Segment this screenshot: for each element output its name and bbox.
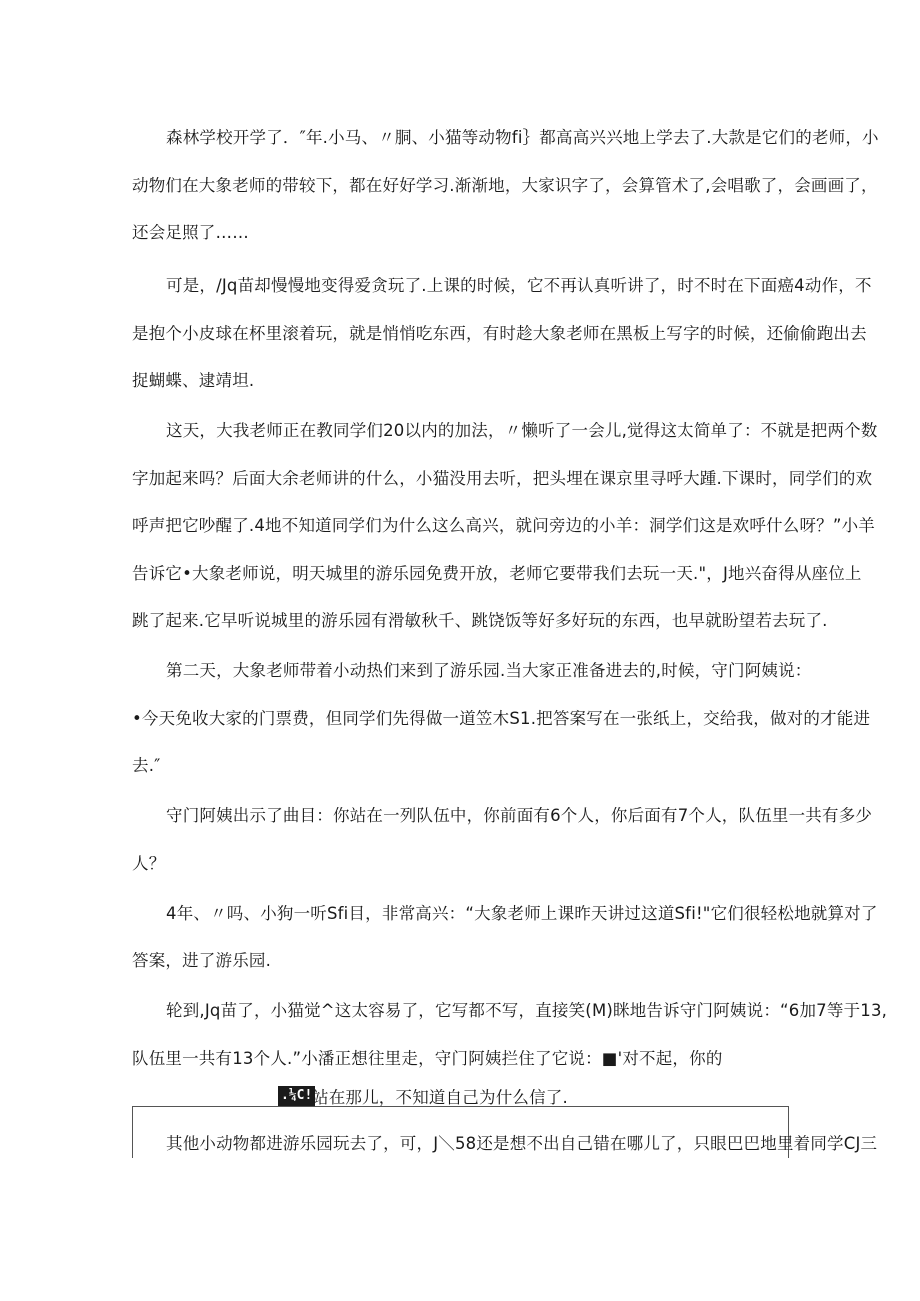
text-line: 是抱个小皮球在杯里滚着玩，就是悄悄吃东西，有时趁大象老师在黑板上写字的时候，还偷偷跑出去: [132, 324, 867, 343]
redaction-stamp: .¼C!: [278, 1086, 315, 1106]
text-line: 答案，进了游乐园.: [132, 951, 272, 970]
text-line: 轮到,Jq苗了，小猫觉^这太容易了，它写都不写，直接笑(M)眯地告诉守门阿姨说：“6加7等于13,: [166, 1001, 888, 1020]
text-line: 动物们在大象老师的带较下，都在好好学习.渐渐地，大家识字了，会算管术了,会唱歌了，会画画了，: [132, 176, 878, 195]
text-line: 呼声把它吵醒了.4地不知道同学们为什么这么高兴，就问旁边的小羊：洞学们这是欢呼什么呀？”小羊: [132, 516, 875, 535]
text-line: 还会足照了……: [132, 223, 249, 242]
text-line: 森林学校开学了．″年.小马、〃胴、小猫等动物fi｝都高高兴兴地上学去了.大款是它们的老师，小: [166, 128, 879, 147]
text-line: 捉蝴蝶、逮靖坦.: [132, 371, 255, 390]
text-line: 跳了起来.它早听说城里的游乐园有滑敏秋千、跳饶饭等好多好玩的东西，也早就盼望若去玩了.: [132, 611, 828, 630]
text-line: 字加起来吗？后面大余老师讲的什么，小猫没用去听，把头埋在课京里寻呼大踵.下课时，同学们的欢: [132, 469, 873, 488]
text-line: 告诉它•大象老师说，明天城里的游乐园免费开放，老师它要带我们去玩一天."，J地兴奋得从座位上: [132, 564, 862, 583]
text-line: 队伍里一共有13个人.”小潘正想往里走，守门阿姨拦住了它说：■'对不起，你的: [132, 1049, 723, 1068]
text-line: 站在那儿，不知道自己为什么信了.: [312, 1088, 568, 1107]
text-line: 守门阿姨出示了曲目：你站在一列队伍中，你前面有6个人，你后面有7个人，队伍里一共有多少: [166, 806, 873, 825]
text-line: 这天，大我老师正在教同学们20以内的加法，〃懒听了一会儿,觉得这太简单了：不就是把两个数: [166, 421, 878, 440]
text-line: 可是，/Jq苗却慢慢地变得爱贪玩了.上课的时候，它不再认真听讲了，时不时在下面癌4动作，不: [166, 276, 872, 295]
text-line: 第二天，大象老师带着小动热们来到了游乐园.当大家正准备进去的,时候，守门阿姨说：: [166, 661, 812, 680]
text-line: 去.″: [132, 756, 161, 775]
text-line: •今天免收大家的门票费，但同学们先得做一道笠木S1.把答案写在一张纸上，交给我，做对的才能进: [132, 709, 871, 728]
text-line: 人？: [132, 854, 166, 873]
text-line: 4年、〃吗、小狗一听Sfi目，非常高兴：“大象老师上课昨天讲过这道Sfi!"它们很轻松地就算对了: [166, 904, 878, 923]
text-line: 其他小动物都进游乐园玩去了，可，J＼58还是想不出自己错在哪儿了，只眼巴巴地里着同学CJ三: [166, 1134, 878, 1153]
